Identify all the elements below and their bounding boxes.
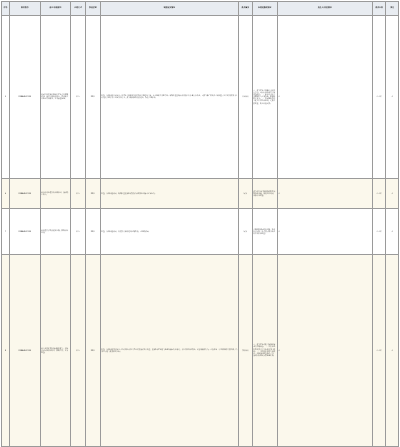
header-handling: 处理及整改情况 [252,2,277,16]
row-type: 转办 [71,179,86,209]
header-accountability: 责任人/问责情况 [277,2,372,16]
header-valid: 是否属实 [239,2,253,16]
row-investigation: 经查，反映问题基本属实。该企业于2019年租用集体土地建设厂房，未办理相关用地手续；现场检查发现雨水排放口有少量污水外溢，已责令停产整改并立案调查。区自然资源部门已对违法占地行为下达处罚决定书，责令限期拆除违法建筑、恢复土地原状。 [100,16,238,179]
row-type: 转办 [71,255,86,447]
table-header-row [2,2,399,16]
row-handling: 责令相关商户限期清洗维护油烟净化设施，规范经营时间，加强日常巡查。 [252,179,277,209]
table-row [2,179,399,209]
row-remark: 无 [386,255,399,447]
row-no: 6 [2,179,10,209]
row-area: XX区 [85,179,100,209]
row-valid: 属实 [239,179,253,209]
row-no: 7 [2,209,10,255]
header-case-text: 省办/市级意见 [40,2,71,16]
row-case-text: 某工业园区企业夜间偷排废气，周边居民反映异味明显，影响生活，要求彻查。 [40,255,71,447]
row-case-id: D3BA4522128 [9,179,40,209]
row-closed: 已办结 [372,255,386,447]
header-case-id: 案件编号 [9,2,40,16]
header-investigation: 调查核实情况 [100,2,238,16]
header-no: 序号 [2,2,10,16]
row-remark: 无 [386,16,399,179]
header-remark: 备注 [386,2,399,16]
row-valid: 基本属实 [239,16,253,179]
header-closed: 是否办结 [372,2,386,16]
header-type: 办理方式 [71,2,86,16]
row-type: 转办 [71,16,86,179]
header-area: 涉及区域 [85,2,100,16]
row-case-id: D3BA4522128 [9,209,40,255]
row-handling: 一、责令企业对废气处理设施进行升级改造；二、安装在线监控设备并与生态环境部门联网；三、开展园区异味专项整治，加强夜间巡查频次；四、及时向反映人反馈处理结果。 [252,255,277,447]
row-area: XX区 [85,16,100,179]
row-investigation: 经查，反映问题属实。河道沿岸确有建筑垃圾堆放，已组织清运。 [100,209,238,255]
row-case-id: D3BA4522128 [9,255,40,447]
row-valid: 部分属实 [239,255,253,447]
row-remark: 无 [386,179,399,209]
row-accountability: 无 [277,255,372,447]
row-case-text: 某小区周边餐饮店油烟扰民，夜间噪声较大。 [40,179,71,209]
row-handling: 一、责令企业立即停止违法排污行为，对雨污管网进行全面排查改造；二、依法对违法占用耕地行为立案查处，限期拆除并复垦；三、由属地街道牵头建立长效监管机制，定期开展巡查，防止问题反弹。 [252,16,277,179]
row-accountability: 无 [277,179,372,209]
case-table [1,1,399,447]
row-valid: 属实 [239,209,253,255]
row-case-text: 何家庄街道某村附近有企业占用耕地建设厂房并违规排放废水，群众多次反映未得到解决，要求核查处理。 [40,16,71,179]
row-closed: 已办结 [372,209,386,255]
row-accountability: 无 [277,209,372,255]
row-investigation: 经查，反映问题属实。现场检查发现2家餐饮店油烟净化设施未正常运行。 [100,179,238,209]
row-case-text: 某河道沿岸堆放建筑垃圾，影响水体环境。 [40,209,71,255]
row-investigation: 经查，反映问题部分属实。经对园区内涉气企业开展夜间突击检查，发现1家企业废气处理设施运行不稳定，存在异味外溢情况；未发现偷排行为。已委托第三方监测机构开展监测，结果显示废气排放浓度达标。 [100,255,238,447]
row-type: 转办 [71,209,86,255]
table-row [2,209,399,255]
row-area: XX区 [85,209,100,255]
row-case-id: D3BA4522128 [9,16,40,179]
row-remark: 无 [386,209,399,255]
row-accountability: 无 [277,16,372,179]
row-no: 5 [2,16,10,179]
table-row [2,255,399,447]
row-closed: 已办结 [372,16,386,179]
row-closed: 已办结 [372,179,386,209]
row-handling: 立即组织清运建筑垃圾，恢复河岸原貌，设立警示牌并纳入河长制日常巡查。 [252,209,277,255]
row-area: XX区 [85,255,100,447]
row-no: 8 [2,255,10,447]
table-row [2,16,399,179]
